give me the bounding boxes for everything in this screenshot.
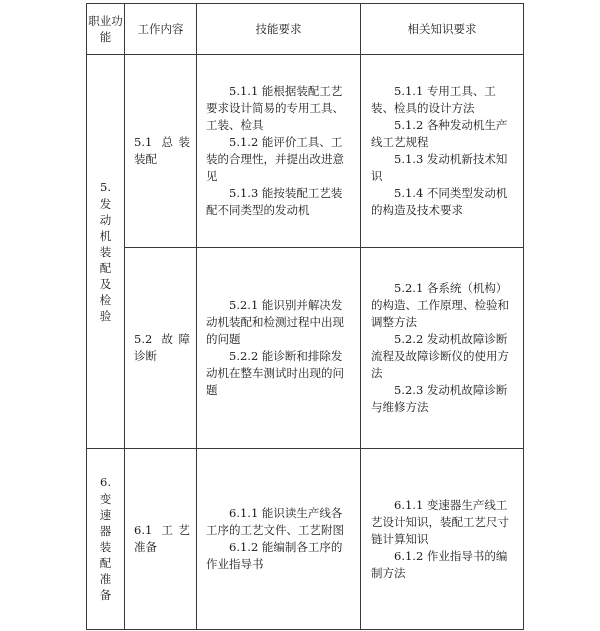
header-skill: 技能要求	[197, 4, 361, 55]
function-number: 5.	[100, 179, 111, 194]
job-skill-table	[86, 3, 524, 630]
knowledge-item: 5.1.4 不同类型发动机的构造及技术要求	[371, 186, 508, 217]
skill-item: 5.2.1 能识别并解决发动机装配和检测过程中出现的问题	[206, 298, 344, 346]
header-row	[87, 4, 524, 55]
work-content-cell: 6.1 工艺准备	[125, 449, 197, 630]
knowledge-item: 5.1.2 各种发动机生产线工艺规程	[371, 118, 508, 149]
table-row	[87, 248, 524, 449]
function-name: 发动机装配及检验	[99, 196, 112, 323]
work-content-cell: 5.2 故障诊断	[125, 248, 197, 449]
skill-cell	[197, 55, 361, 248]
function-number: 6.	[100, 475, 111, 489]
table-row	[87, 55, 524, 248]
skill-item: 5.1.2 能评价工具、工装的合理性，并提出改进意见	[206, 135, 344, 183]
function-cell-5	[87, 55, 125, 449]
table-row	[87, 449, 524, 630]
knowledge-item: 6.1.2 作业指导书的编制方法	[371, 548, 508, 580]
header-content: 工作内容	[125, 4, 197, 55]
skill-item: 6.1.1 能识读生产线各工序的工艺文件、工艺附图	[206, 506, 344, 537]
header-knowledge: 相关知识要求	[361, 4, 524, 55]
knowledge-cell	[361, 449, 524, 630]
skill-cell	[197, 449, 361, 630]
function-name: 变速器装配准备	[99, 492, 112, 602]
skill-item: 5.1.3 能按装配工艺装配不同类型的发动机	[206, 186, 343, 217]
skill-item: 5.2.2 能诊断和排除发动机在整车测试时出现的问题	[206, 349, 344, 397]
function-cell-6	[87, 449, 125, 630]
knowledge-item: 5.1.3 发动机新技术知识	[371, 152, 508, 183]
knowledge-item: 5.1.1 专用工具、工装、检具的设计方法	[371, 84, 496, 115]
work-content-cell: 5.1 总装装配	[125, 55, 197, 248]
knowledge-item: 5.2.2 发动机故障诊断流程及故障诊断仪的使用方法	[371, 332, 509, 380]
knowledge-item: 5.2.3 发动机故障诊断与维修方法	[371, 383, 508, 414]
header-function: 职业功能	[87, 4, 125, 55]
knowledge-item: 6.1.1 变速器生产线工艺设计知识，装配工艺尺寸链计算知识	[371, 497, 509, 546]
skill-item: 6.1.2 能编制各工序的作业指导书	[206, 540, 343, 571]
knowledge-item: 5.2.1 各系统（机构）的构造、工作原理、检验和调整方法	[371, 281, 509, 329]
knowledge-cell	[361, 55, 524, 248]
knowledge-cell	[361, 248, 524, 449]
skill-cell	[197, 248, 361, 449]
skill-item: 5.1.1 能根据装配工艺要求设计简易的专用工具、工装、检具	[206, 84, 344, 132]
